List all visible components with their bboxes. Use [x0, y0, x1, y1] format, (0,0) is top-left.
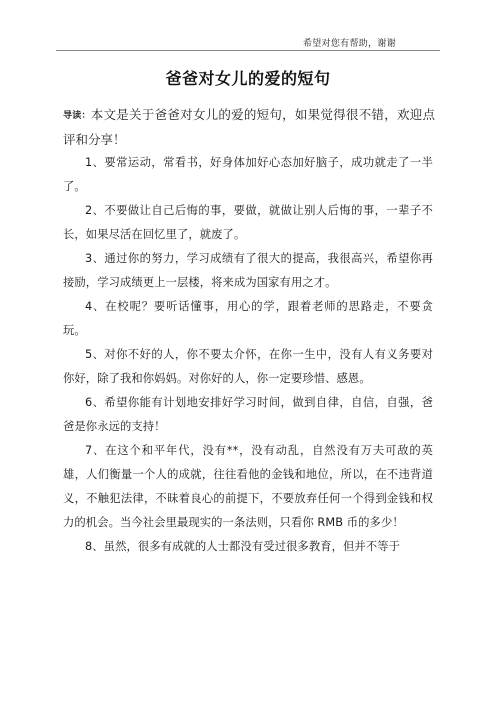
intro-section: [63, 103, 435, 152]
paragraph: 2、不要做让自己后悔的事，要做，就做让别人后悔的事，一辈子不长，如果尽活在回忆里了，就废了。: [63, 204, 433, 241]
paragraph: 1、要常运动，常看书，好身体加好心态加好脑子，成功就走了一半了。: [63, 156, 433, 193]
paragraph: 8、虽然，很多有成就的人士都没有受过很多教育，但并不等于: [85, 540, 401, 553]
intro-label: 导读：: [63, 111, 91, 121]
document-body: [63, 151, 433, 559]
page-header: 希望对您有帮助，谢谢: [302, 39, 396, 49]
paragraph: 3、通过你的努力，学习成绩有了很大的提高，我很高兴，希望你再接励，学习成绩更上一层楼，将来成为国家有用之才。: [63, 252, 433, 289]
paragraph: 4、在校呢？要听话懂事，用心的学，跟着老师的思路走，不要贪玩。: [63, 300, 433, 337]
header-divider: [56, 50, 440, 51]
paragraph: 5、对你不好的人，你不要太介怀，在你一生中，没有人有义务要对你好，除了我和你妈妈。对你好的人，你一定要珍惜、感恩。: [63, 348, 433, 385]
intro-text: 本文是关于爸爸对女儿的爱的短句，如果觉得很不错，欢迎点评和分享！: [63, 107, 435, 147]
document-title: 爸爸对女儿的爱的短句: [165, 69, 331, 88]
paragraph: 7、在这个和平年代，没有**，没有动乱，自然没有万夫可敌的英雄，人们衡量一个人的成就，往往看他的金钱和地位，所以，在不违背道义，不触犯法律，不昧着良心的前提下，不要放弃任何一个得到金钱和权力的机会。当今社会里最现实的一条法则，只看你 RMB 币的多少！: [63, 444, 433, 529]
paragraph: 6、希望你能有计划地安排好学习时间，做到自律，自信，自强，爸爸是你永远的支持！: [63, 396, 433, 433]
